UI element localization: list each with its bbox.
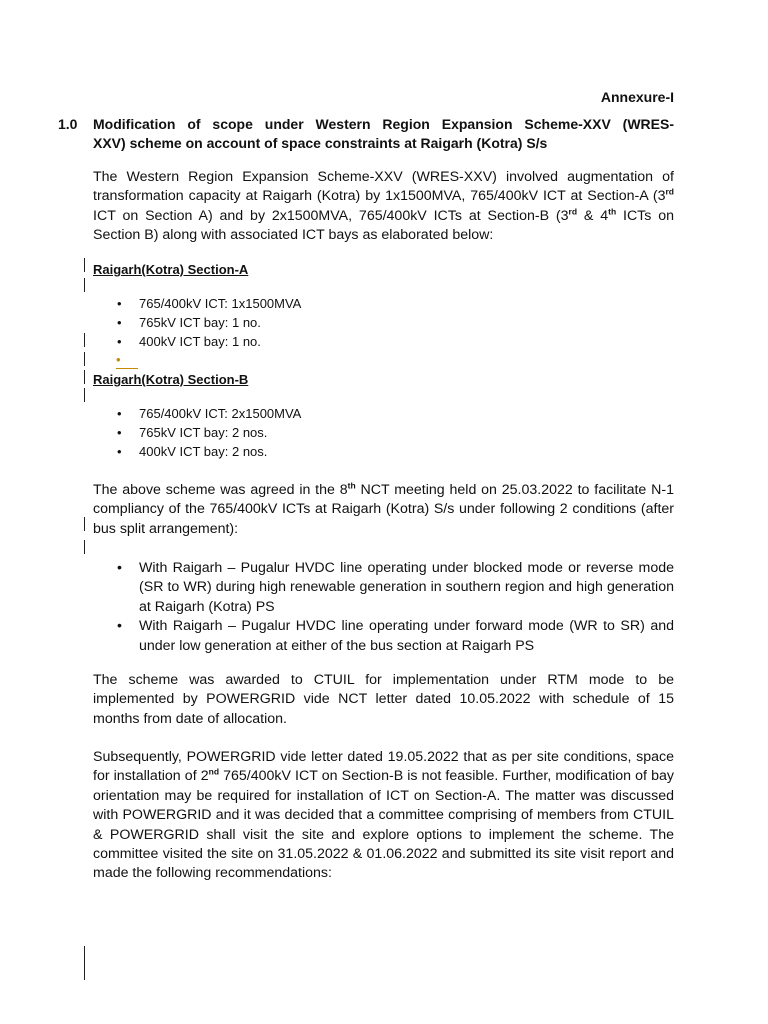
list-item: • 765/400kV ICT: 1x1500MVA — [117, 296, 302, 311]
revision-bar — [84, 352, 85, 366]
heading-line-1: Modification of scope under Western Region Expansion Scheme-XXV (WRES- — [93, 116, 674, 132]
annexure-label: Annexure-I — [600, 89, 674, 105]
agreed-paragraph: The above scheme was agreed in the 8th NCT meeting held on 25.03.2022 to facilitate N-1 compliancy of the 765/400kV ICTs at Raigarh (Kotra) S/s under following 2 conditions (after bus split arrangement): — [93, 480, 674, 537]
empty-list-bullet: • — [116, 352, 138, 369]
revision-bar — [84, 333, 85, 347]
revision-bar — [84, 946, 85, 980]
list-item: • 765kV ICT bay: 2 nos. — [117, 425, 268, 441]
section-b-list — [115, 404, 515, 462]
subsequent-paragraph: Subsequently, POWERGRID vide letter dated 19.05.2022 that as per site conditions, space for installation of 2nd 765/400kV ICT on Section-B is not feasible. Further, modification of bay orientation may be required for installation of ICT on Section-A. The matter was discussed with POWERGRID and it was decided that a committee comprising of members from CTUIL & POWERGRID shall visit the site and explore options to implement the scheme. The committee visited the site on 31.05.2022 & 01.06.2022 and submitted its site visit report and made the following recommendations: — [93, 749, 674, 882]
list-item: • 400kV ICT bay: 1 no. — [117, 334, 261, 350]
awarded-paragraph: The scheme was awarded to CTUIL for implementation under RTM mode to be implemented by POWERGRID vide NCT letter dated 10.05.2022 with schedule of 15 months from date of allocation. — [93, 672, 674, 727]
section-heading — [93, 115, 674, 154]
list-item: • With Raigarh – Pugalur HVDC line operating under blocked mode or reverse mode (SR to WR) during high renewable generation in southern region and high generation at Raigarh (Kotra) PS — [117, 560, 674, 615]
list-item: • With Raigarh – Pugalur HVDC line operating under forward mode (WR to SR) and under low generation at either of the bus section at Raigarh PS — [117, 618, 674, 654]
revision-bar — [84, 540, 85, 554]
conditions-list — [115, 559, 674, 656]
revision-bar — [84, 258, 85, 272]
list-item: • 765/400kV ICT: 2x1500MVA — [117, 406, 302, 421]
revision-bar — [84, 370, 85, 384]
intro-paragraph: The Western Region Expansion Scheme-XXV (WRES-XXV) involved augmentation of transformation capacity at Raigarh (Kotra) by 1x1500MVA, 765/400kV ICT at Section-A (3rd ICT on Section A) and by 2x1500MVA, 765/400kV ICTs at Section-B (3rd & 4th ICTs on Section B) along with associated ICT bays as elaborated below: — [93, 169, 675, 244]
revision-bar — [84, 517, 85, 531]
list-item: • 400kV ICT bay: 2 nos. — [117, 444, 268, 460]
list-item: • 765kV ICT bay: 1 no. — [117, 315, 261, 331]
section-a-title: Raigarh(Kotra) Section-A — [93, 262, 249, 277]
heading-line-2: XXV) scheme on account of space constraints at Raigarh (Kotra) S/s — [93, 135, 548, 152]
revision-bar — [84, 388, 85, 402]
section-a-list — [115, 294, 515, 352]
section-number: 1.0 — [58, 116, 78, 132]
revision-bar — [84, 278, 85, 292]
section-b-title: Raigarh(Kotra) Section-B — [93, 372, 249, 387]
